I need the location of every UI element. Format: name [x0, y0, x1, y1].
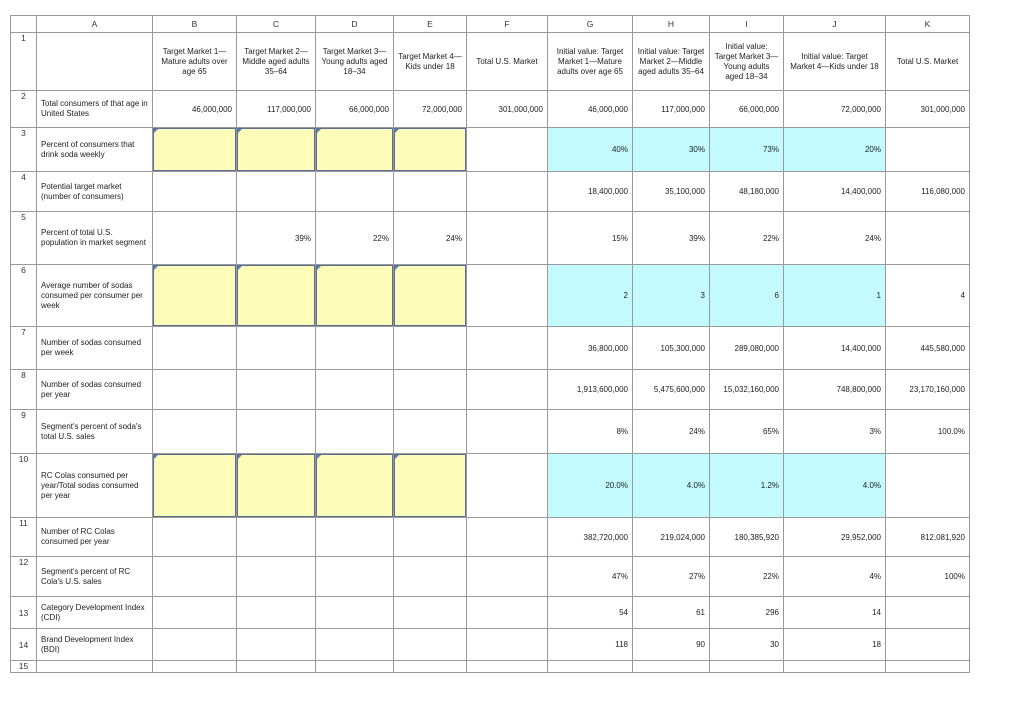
input-cell-c6[interactable] — [237, 265, 316, 327]
cell-d5[interactable]: 22% — [316, 212, 394, 265]
cell-c5[interactable]: 39% — [237, 212, 316, 265]
cell-b12[interactable] — [153, 557, 237, 597]
cell-a12[interactable]: Segment's percent of RC Cola's U.S. sales — [37, 557, 153, 597]
cell-b9[interactable] — [153, 410, 237, 454]
cell-d15[interactable] — [316, 661, 394, 673]
cell-i4[interactable]: 48,180,000 — [710, 172, 784, 212]
input-cell-b10[interactable] — [153, 454, 237, 518]
column-header-i[interactable]: I — [710, 16, 784, 33]
cell-b4[interactable] — [153, 172, 237, 212]
cell-f10[interactable] — [467, 454, 548, 518]
cell-a11[interactable]: Number of RC Colas consumed per year — [37, 518, 153, 557]
cell-a13[interactable]: Category Development Index (CDI) — [37, 597, 153, 629]
cell-e15[interactable] — [394, 661, 467, 673]
cell-e9[interactable] — [394, 410, 467, 454]
cell-g10[interactable]: 20.0% — [548, 454, 633, 518]
cell-j7[interactable]: 14,400,000 — [784, 327, 886, 370]
cell-i6[interactable]: 6 — [710, 265, 784, 327]
cell-b15[interactable] — [153, 661, 237, 673]
row-header-3[interactable]: 3 — [11, 128, 37, 172]
row-header-11[interactable]: 11 — [11, 518, 37, 557]
input-cell-e10[interactable] — [394, 454, 467, 518]
cell-h7[interactable]: 105,300,000 — [633, 327, 710, 370]
cell-k6[interactable]: 4 — [886, 265, 970, 327]
cell-i11[interactable]: 180,385,920 — [710, 518, 784, 557]
cell-e1[interactable]: Target Market 4—Kids under 18 — [394, 33, 467, 91]
input-cell-d3[interactable] — [316, 128, 394, 172]
cell-g11[interactable]: 382,720,000 — [548, 518, 633, 557]
cell-c15[interactable] — [237, 661, 316, 673]
cell-k2[interactable]: 301,000,000 — [886, 91, 970, 128]
cell-j4[interactable]: 14,400,000 — [784, 172, 886, 212]
cell-h13[interactable]: 61 — [633, 597, 710, 629]
cell-f2[interactable]: 301,000,000 — [467, 91, 548, 128]
cell-k5[interactable] — [886, 212, 970, 265]
cell-f1[interactable]: Total U.S. Market — [467, 33, 548, 91]
cell-a14[interactable]: Brand Development Index (BDI) — [37, 629, 153, 661]
cell-g2[interactable]: 46,000,000 — [548, 91, 633, 128]
cell-j8[interactable]: 748,800,000 — [784, 370, 886, 410]
cell-e7[interactable] — [394, 327, 467, 370]
cell-g5[interactable]: 15% — [548, 212, 633, 265]
cell-f12[interactable] — [467, 557, 548, 597]
cell-f8[interactable] — [467, 370, 548, 410]
cell-c9[interactable] — [237, 410, 316, 454]
cell-h9[interactable]: 24% — [633, 410, 710, 454]
cell-g12[interactable]: 47% — [548, 557, 633, 597]
cell-k9[interactable]: 100.0% — [886, 410, 970, 454]
column-header-h[interactable]: H — [633, 16, 710, 33]
cell-j14[interactable]: 18 — [784, 629, 886, 661]
cell-j2[interactable]: 72,000,000 — [784, 91, 886, 128]
cell-a5[interactable]: Percent of total U.S. population in market segment — [37, 212, 153, 265]
cell-j10[interactable]: 4.0% — [784, 454, 886, 518]
cell-i10[interactable]: 1.2% — [710, 454, 784, 518]
row-header-13[interactable]: 13 — [11, 597, 37, 629]
cell-c8[interactable] — [237, 370, 316, 410]
cell-i1[interactable]: Initial value: Target Market 3—Young adults aged 18–34 — [710, 33, 784, 91]
input-cell-d6[interactable] — [316, 265, 394, 327]
cell-j9[interactable]: 3% — [784, 410, 886, 454]
cell-j15[interactable] — [784, 661, 886, 673]
cell-h6[interactable]: 3 — [633, 265, 710, 327]
select-all-corner[interactable] — [11, 16, 37, 33]
cell-b7[interactable] — [153, 327, 237, 370]
cell-e11[interactable] — [394, 518, 467, 557]
row-header-5[interactable]: 5 — [11, 212, 37, 265]
cell-c4[interactable] — [237, 172, 316, 212]
row-header-10[interactable]: 10 — [11, 454, 37, 518]
row-header-1[interactable]: 1 — [11, 33, 37, 91]
cell-g3[interactable]: 40% — [548, 128, 633, 172]
cell-k4[interactable]: 116,080,000 — [886, 172, 970, 212]
cell-d1[interactable]: Target Market 3—Young adults aged 18–34 — [316, 33, 394, 91]
cell-f5[interactable] — [467, 212, 548, 265]
cell-g8[interactable]: 1,913,600,000 — [548, 370, 633, 410]
cell-k13[interactable] — [886, 597, 970, 629]
cell-e12[interactable] — [394, 557, 467, 597]
cell-j12[interactable]: 4% — [784, 557, 886, 597]
column-header-j[interactable]: J — [784, 16, 886, 33]
cell-a8[interactable]: Number of sodas consumed per year — [37, 370, 153, 410]
cell-d13[interactable] — [316, 597, 394, 629]
cell-f6[interactable] — [467, 265, 548, 327]
column-header-f[interactable]: F — [467, 16, 548, 33]
column-header-g[interactable]: G — [548, 16, 633, 33]
cell-i13[interactable]: 296 — [710, 597, 784, 629]
cell-i8[interactable]: 15,032,160,000 — [710, 370, 784, 410]
cell-d7[interactable] — [316, 327, 394, 370]
cell-b11[interactable] — [153, 518, 237, 557]
cell-d11[interactable] — [316, 518, 394, 557]
cell-a10[interactable]: RC Colas consumed per year/Total sodas consumed per year — [37, 454, 153, 518]
row-header-9[interactable]: 9 — [11, 410, 37, 454]
cell-h10[interactable]: 4.0% — [633, 454, 710, 518]
cell-f14[interactable] — [467, 629, 548, 661]
cell-c12[interactable] — [237, 557, 316, 597]
cell-a15[interactable] — [37, 661, 153, 673]
cell-e2[interactable]: 72,000,000 — [394, 91, 467, 128]
cell-g13[interactable]: 54 — [548, 597, 633, 629]
cell-b2[interactable]: 46,000,000 — [153, 91, 237, 128]
input-cell-e6[interactable] — [394, 265, 467, 327]
cell-b5[interactable] — [153, 212, 237, 265]
cell-j11[interactable]: 29,952,000 — [784, 518, 886, 557]
cell-h14[interactable]: 90 — [633, 629, 710, 661]
cell-g6[interactable]: 2 — [548, 265, 633, 327]
cell-a4[interactable]: Potential target market (number of consumers) — [37, 172, 153, 212]
cell-k8[interactable]: 23,170,160,000 — [886, 370, 970, 410]
column-header-d[interactable]: D — [316, 16, 394, 33]
cell-i15[interactable] — [710, 661, 784, 673]
input-cell-d10[interactable] — [316, 454, 394, 518]
cell-j6[interactable]: 1 — [784, 265, 886, 327]
cell-a7[interactable]: Number of sodas consumed per week — [37, 327, 153, 370]
cell-c7[interactable] — [237, 327, 316, 370]
cell-k12[interactable]: 100% — [886, 557, 970, 597]
column-header-a[interactable]: A — [37, 16, 153, 33]
cell-k10[interactable] — [886, 454, 970, 518]
cell-c2[interactable]: 117,000,000 — [237, 91, 316, 128]
cell-i5[interactable]: 22% — [710, 212, 784, 265]
cell-h4[interactable]: 35,100,000 — [633, 172, 710, 212]
cell-i9[interactable]: 65% — [710, 410, 784, 454]
cell-d14[interactable] — [316, 629, 394, 661]
cell-g4[interactable]: 18,400,000 — [548, 172, 633, 212]
cell-j5[interactable]: 24% — [784, 212, 886, 265]
cell-i2[interactable]: 66,000,000 — [710, 91, 784, 128]
row-header-12[interactable]: 12 — [11, 557, 37, 597]
cell-d4[interactable] — [316, 172, 394, 212]
cell-c13[interactable] — [237, 597, 316, 629]
row-header-7[interactable]: 7 — [11, 327, 37, 370]
cell-f9[interactable] — [467, 410, 548, 454]
cell-d8[interactable] — [316, 370, 394, 410]
row-header-8[interactable]: 8 — [11, 370, 37, 410]
cell-g1[interactable]: Initial value: Target Market 1—Mature adults over age 65 — [548, 33, 633, 91]
cell-h3[interactable]: 30% — [633, 128, 710, 172]
cell-h12[interactable]: 27% — [633, 557, 710, 597]
cell-f13[interactable] — [467, 597, 548, 629]
cell-i14[interactable]: 30 — [710, 629, 784, 661]
cell-h1[interactable]: Initial value: Target Market 2—Middle aged adults 35–64 — [633, 33, 710, 91]
spreadsheet — [10, 15, 970, 673]
cell-b14[interactable] — [153, 629, 237, 661]
cell-c11[interactable] — [237, 518, 316, 557]
input-cell-c3[interactable] — [237, 128, 316, 172]
cell-g7[interactable]: 36,800,000 — [548, 327, 633, 370]
cell-e4[interactable] — [394, 172, 467, 212]
cell-a6[interactable]: Average number of sodas consumed per consumer per week — [37, 265, 153, 327]
cell-j3[interactable]: 20% — [784, 128, 886, 172]
cell-a2[interactable]: Total consumers of that age in United States — [37, 91, 153, 128]
grid — [10, 15, 970, 673]
column-header-e[interactable]: E — [394, 16, 467, 33]
column-header-b[interactable]: B — [153, 16, 237, 33]
input-cell-e3[interactable] — [394, 128, 467, 172]
cell-k15[interactable] — [886, 661, 970, 673]
row-header-2[interactable]: 2 — [11, 91, 37, 128]
cell-i3[interactable]: 73% — [710, 128, 784, 172]
cell-c14[interactable] — [237, 629, 316, 661]
cell-k11[interactable]: 812,081,920 — [886, 518, 970, 557]
cell-j13[interactable]: 14 — [784, 597, 886, 629]
row-header-14[interactable]: 14 — [11, 629, 37, 661]
cell-k14[interactable] — [886, 629, 970, 661]
cell-h8[interactable]: 5,475,600,000 — [633, 370, 710, 410]
column-header-c[interactable]: C — [237, 16, 316, 33]
cell-g14[interactable]: 118 — [548, 629, 633, 661]
cell-b13[interactable] — [153, 597, 237, 629]
cell-f15[interactable] — [467, 661, 548, 673]
cell-a9[interactable]: Segment's percent of soda's total U.S. sales — [37, 410, 153, 454]
cell-d2[interactable]: 66,000,000 — [316, 91, 394, 128]
cell-g9[interactable]: 8% — [548, 410, 633, 454]
cell-f3[interactable] — [467, 128, 548, 172]
cell-d12[interactable] — [316, 557, 394, 597]
input-cell-b6[interactable] — [153, 265, 237, 327]
cell-h5[interactable]: 39% — [633, 212, 710, 265]
cell-b1[interactable]: Target Market 1—Mature adults over age 65 — [153, 33, 237, 91]
cell-a3[interactable]: Percent of consumers that drink soda weekly — [37, 128, 153, 172]
cell-h15[interactable] — [633, 661, 710, 673]
cell-i12[interactable]: 22% — [710, 557, 784, 597]
cell-h11[interactable]: 219,024,000 — [633, 518, 710, 557]
row-header-15[interactable]: 15 — [11, 661, 37, 673]
row-header-4[interactable]: 4 — [11, 172, 37, 212]
column-header-k[interactable]: K — [886, 16, 970, 33]
cell-e14[interactable] — [394, 629, 467, 661]
input-cell-c10[interactable] — [237, 454, 316, 518]
cell-h2[interactable]: 117,000,000 — [633, 91, 710, 128]
cell-g15[interactable] — [548, 661, 633, 673]
cell-d9[interactable] — [316, 410, 394, 454]
cell-k1[interactable]: Total U.S. Market — [886, 33, 970, 91]
cell-e13[interactable] — [394, 597, 467, 629]
cell-j1[interactable]: Initial value: Target Market 4—Kids under 18 — [784, 33, 886, 91]
row-header-6[interactable]: 6 — [11, 265, 37, 327]
cell-e8[interactable] — [394, 370, 467, 410]
cell-e5[interactable]: 24% — [394, 212, 467, 265]
cell-b8[interactable] — [153, 370, 237, 410]
cell-f7[interactable] — [467, 327, 548, 370]
cell-a1[interactable] — [37, 33, 153, 91]
cell-k7[interactable]: 445,580,000 — [886, 327, 970, 370]
cell-f11[interactable] — [467, 518, 548, 557]
input-cell-b3[interactable] — [153, 128, 237, 172]
cell-i7[interactable]: 289,080,000 — [710, 327, 784, 370]
cell-f4[interactable] — [467, 172, 548, 212]
cell-c1[interactable]: Target Market 2—Middle aged adults 35–64 — [237, 33, 316, 91]
cell-k3[interactable] — [886, 128, 970, 172]
